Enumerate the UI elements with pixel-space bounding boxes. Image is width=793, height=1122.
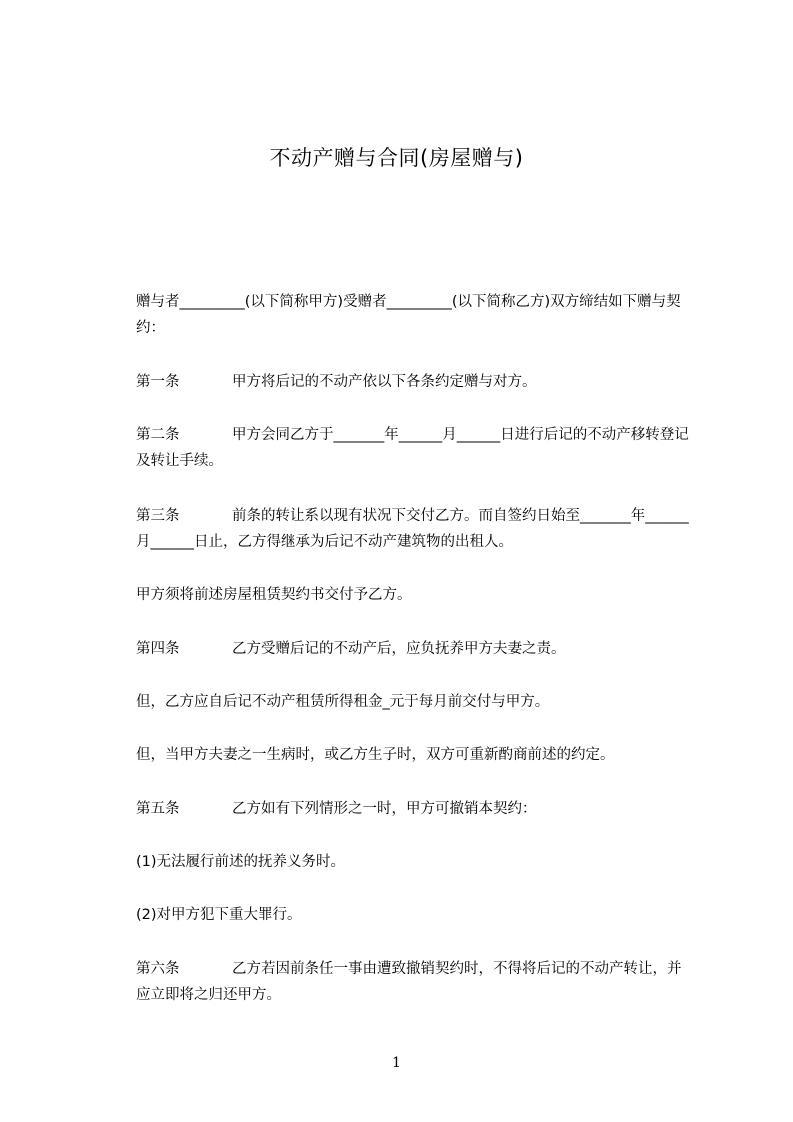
clause-6-text: 乙方若因前条任一事由遭致撤销契约时，不得将后记的不动产转让，并应立即将之归还甲方。 [136, 961, 682, 1003]
lease-note: 甲方须将前述房屋租赁契约书交付予乙方。 [136, 587, 412, 603]
clause-5-label: 第五条 [136, 801, 180, 817]
clause-3-label: 第三条 [136, 508, 180, 524]
clause-6 [136, 956, 691, 1008]
document-title: 不动产赠与合同(房屋赠与) [269, 146, 524, 170]
rent-note: 但，乙方应自后记不动产租赁所得租金_元于每月前交付与甲方。 [136, 694, 550, 710]
revocation-item-2: (2)对甲方犯下重大罪行。 [136, 907, 302, 923]
clause-3-text: 前条的转让系以现有状况下交付乙方。而自签约日始至_______年______月______日止，乙方得继承为后记不动产建筑物的出租人。 [136, 508, 689, 550]
clause-2 [136, 422, 691, 474]
clause-3 [136, 503, 691, 555]
clause-4-label: 第四条 [136, 641, 180, 657]
page-number: 1 [392, 1055, 401, 1071]
clause-5 [136, 796, 691, 822]
clause-4 [136, 636, 691, 662]
clause-2-text: 甲方会同乙方于_______年______月______日进行后记的不动产移转登记及转让手续。 [136, 427, 689, 469]
clause-1-label: 第一条 [136, 374, 180, 390]
clause-6-label: 第六条 [136, 961, 180, 977]
clause-5-text: 乙方如有下列情形之一时，甲方可撤销本契约： [232, 801, 537, 817]
clause-1 [136, 369, 691, 395]
revocation-item-1: (1)无法履行前述的抚养义务时。 [136, 854, 346, 870]
clause-1-text: 甲方将后记的不动产依以下各条约定赠与对方。 [232, 374, 537, 390]
clause-2-label: 第二条 [136, 427, 180, 443]
intro-paragraph: 赠与者_________(以下简称甲方)受赠者_________(以下简称乙方)双方缔结如下赠与契约： [136, 294, 681, 336]
renegotiate-note: 但，当甲方夫妻之一生病时，或乙方生子时，双方可重新酌商前述的约定。 [136, 747, 615, 763]
clause-4-text: 乙方受赠后记的不动产后，应负抚养甲方夫妻之责。 [232, 641, 566, 657]
